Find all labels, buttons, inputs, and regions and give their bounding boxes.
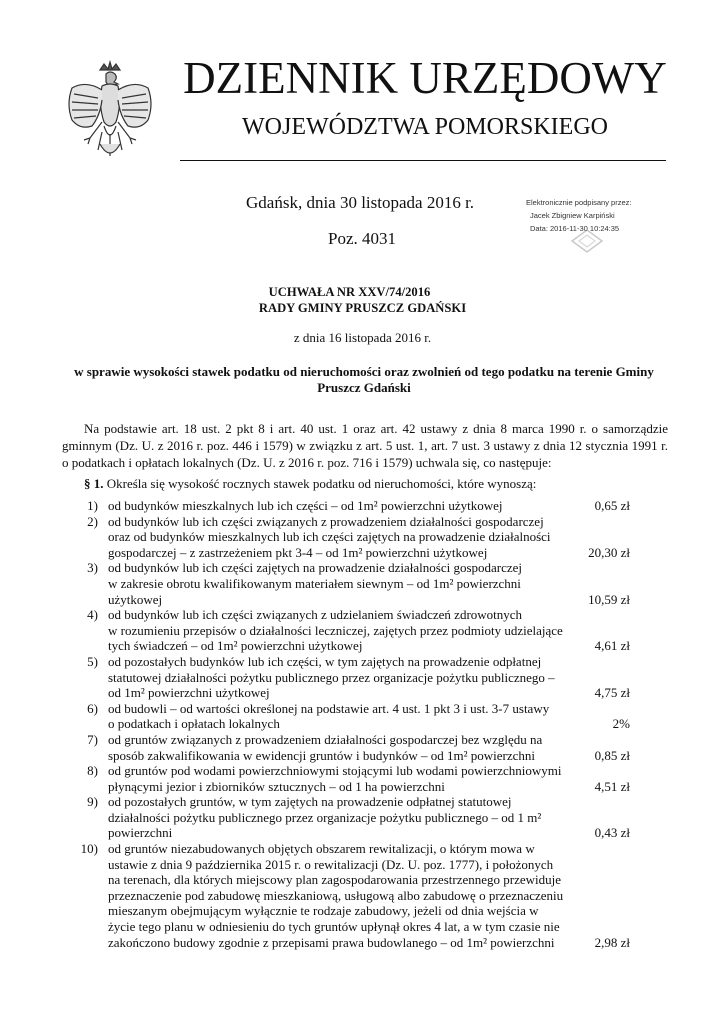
journal-title: DZIENNIK URZĘDOWY — [183, 53, 667, 103]
item-text-line: od budynków lub ich części zajętych na prowadzenie działalności gospodarczej — [108, 560, 523, 576]
item-text-line: ustawie z dnia 9 października 2015 r. o rewitalizacji (Dz. U. poz. 1777), i położonych — [108, 856, 554, 872]
paragraph-1-text: Określa się wysokość rocznych stawek podatku od nieruchomości, które wynoszą: — [106, 476, 537, 491]
signature-date: Data: 2016-11-30 10:24:35 — [530, 224, 620, 233]
list-item — [62, 498, 662, 514]
item-text-line: w rozumieniu przepisów o działalności leczniczej, zajętych przez podmioty udzielające — [108, 622, 563, 638]
item-number: 6) — [87, 700, 98, 716]
list-item — [62, 763, 662, 794]
item-text-line: od budynków lub ich części związanych z prowadzeniem działalności gospodarczej — [108, 513, 544, 529]
item-number: 3) — [87, 560, 98, 576]
item-rate-value: 0,43 zł — [594, 825, 630, 841]
item-text-line: o podatkach i opłatach lokalnych — [108, 716, 280, 732]
item-rate-value: 2% — [612, 716, 630, 732]
item-rate-value: 0,65 zł — [594, 498, 630, 513]
item-text-line: mieszanym obejmującym wyłącznie te rodzaje zabudowy, jeżeli od dnia wejścia w — [108, 903, 539, 919]
item-text-line: przeznaczenie pod zabudowę mieszkaniową, usługową albo zabudowę o przeznaczeniu — [108, 887, 564, 903]
item-rate-value: 2,98 zł — [594, 934, 630, 950]
list-item — [62, 514, 662, 561]
item-text — [108, 498, 568, 514]
list-item — [62, 560, 662, 607]
item-text-line: tych świadczeń – od 1m² powierzchni użytkowej — [108, 638, 363, 654]
item-number: 5) — [87, 653, 98, 669]
item-text-line: od pozostałych budynków lub ich części, w tym zajętych na prowadzenie odpłatnej — [108, 653, 542, 669]
signature-signer: Jacek Zbigniew Karpiński — [530, 211, 615, 220]
subject-line-2: Pruszcz Gdański — [317, 380, 411, 395]
publication-place-date: Gdańsk, dnia 30 listopada 2016 r. — [246, 193, 475, 212]
subject-line-1: w sprawie wysokości stawek podatku od nieruchomości oraz zwolnień od tego podatku na terenie Gminy — [74, 364, 654, 379]
item-text-line: od 1m² powierzchni użytkowej — [108, 685, 270, 701]
item-number: 9) — [87, 794, 98, 810]
tax-rate-list — [62, 498, 662, 950]
item-rate-value: 4,75 zł — [594, 685, 630, 701]
item-text — [108, 732, 568, 763]
item-text — [108, 794, 568, 841]
paragraph-1-label: § 1. — [84, 476, 104, 491]
item-text-line: statutowej działalności pożytku publicznego przez organizacje pożytku publicznego – — [108, 669, 555, 685]
list-item — [62, 607, 662, 654]
item-text-line: zakończono budowy zgodnie z przepisami prawa budowlanego – od 1m² powierzchni — [108, 934, 555, 950]
legal-basis-paragraph: Na podstawie art. 18 ust. 2 pkt 8 i art. 40 ust. 1 oraz art. 42 ustawy z dnia 8 marca 1990 r. o samorządzie gminnym (Dz. U. z 2016 r. poz. 446 i 1579) w związku z art. 5 ust. 1, art. 7 ust. 3 ustawy z dnia 12 stycznia 1991 r. o podatkach i opłatach lokalnych (Dz. U. z 2016 r. poz. 716 i 1579) uchwala się, co następuje: — [62, 421, 668, 470]
list-item — [62, 701, 662, 732]
item-number: 2) — [87, 513, 98, 529]
item-text-line: użytkowej — [108, 591, 163, 607]
item-text-line: od gruntów niezabudowanych objętych obszarem rewitalizacji, o którym mowa w — [108, 841, 535, 857]
item-text-line: od budynków mieszkalnych lub ich części – od 1m² powierzchni użytkowej — [108, 498, 503, 513]
item-text-line: życie tego planu w odniesieniu do tych gruntów upłynął okres 4 lat, a w tym czasie nie — [108, 919, 560, 935]
item-number: 7) — [87, 731, 98, 747]
item-text — [108, 607, 568, 654]
list-item — [62, 732, 662, 763]
list-item — [62, 654, 662, 701]
resolution-date: z dnia 16 listopada 2016 r. — [293, 330, 432, 345]
item-rate-value: 10,59 zł — [588, 591, 630, 607]
item-rate-value: 0,85 zł — [594, 747, 630, 763]
item-number: 1) — [87, 498, 98, 513]
item-number: 10) — [80, 841, 98, 857]
paragraph-1 — [84, 476, 536, 492]
item-text-line: od budynków lub ich części związanych z udzielaniem świadczeń zdrowotnych — [108, 607, 523, 623]
signature-seal-icon — [570, 228, 604, 254]
electronic-signature — [526, 196, 676, 256]
item-text-line: płynącymi jezior i zbiorników sztucznych – od 1 ha powierzchni — [108, 778, 445, 794]
position-number: Poz. 4031 — [328, 229, 396, 248]
item-rate-value: 4,51 zł — [594, 778, 630, 794]
item-rate-value: 20,30 zł — [588, 544, 630, 560]
item-text — [108, 841, 568, 950]
list-item — [62, 794, 662, 841]
eagle-emblem-icon — [62, 60, 158, 168]
item-text-line: na terenach, dla których miejscowy plan zagospodarowania przestrzennego przewiduje — [108, 872, 562, 888]
item-text-line: sposób zakwalifikowania w ewidencji gruntów i budynków – od 1m² powierzchni — [108, 747, 536, 763]
resolution-subject — [64, 364, 664, 396]
item-text-line: działalności pożytku publicznego przez organizacje pożytku publicznego – od 1 m² — [108, 809, 542, 825]
item-text-line: oraz od budynków mieszkalnych lub ich części zajętych na prowadzenie działalności — [108, 529, 551, 545]
resolution-council: RADY GMINY PRUSZCZ GDAŃSKI — [258, 301, 467, 315]
item-text-line: w zakresie obrotu kwalifikowanym materiałem siewnym – od 1m² powierzchni — [108, 575, 521, 591]
item-text-line: od pozostałych gruntów, w tym zajętych na prowadzenie odpłatnej statutowej — [108, 794, 512, 810]
resolution-number: UCHWAŁA NR XXV/74/2016 — [268, 285, 431, 299]
item-text — [108, 514, 568, 561]
item-text — [108, 701, 568, 732]
item-text-line: powierzchni — [108, 825, 173, 841]
item-text — [108, 560, 568, 607]
item-text — [108, 654, 568, 701]
signature-label: Elektronicznie podpisany przez: — [526, 198, 632, 207]
list-item — [62, 841, 662, 950]
journal-subtitle: WOJEWÓDZTWA POMORSKIEGO — [242, 114, 608, 140]
item-rate-value: 4,61 zł — [594, 638, 630, 654]
item-number: 4) — [87, 607, 98, 623]
item-number: 8) — [87, 763, 98, 779]
header-divider — [180, 160, 666, 161]
item-text-line: od gruntów pod wodami powierzchniowymi stojącymi lub wodami powierzchniowymi — [108, 763, 562, 779]
item-text-line: od gruntów związanych z prowadzeniem działalności gospodarczej bez względu na — [108, 731, 543, 747]
item-text-line: gospodarczej – z zastrzeżeniem pkt 3-4 – od 1m² powierzchni użytkowej — [108, 544, 488, 560]
item-text-line: od budowli – od wartości określonej na podstawie art. 4 ust. 1 pkt 3 i ust. 3-7 ustawy — [108, 700, 550, 716]
item-text — [108, 763, 568, 794]
